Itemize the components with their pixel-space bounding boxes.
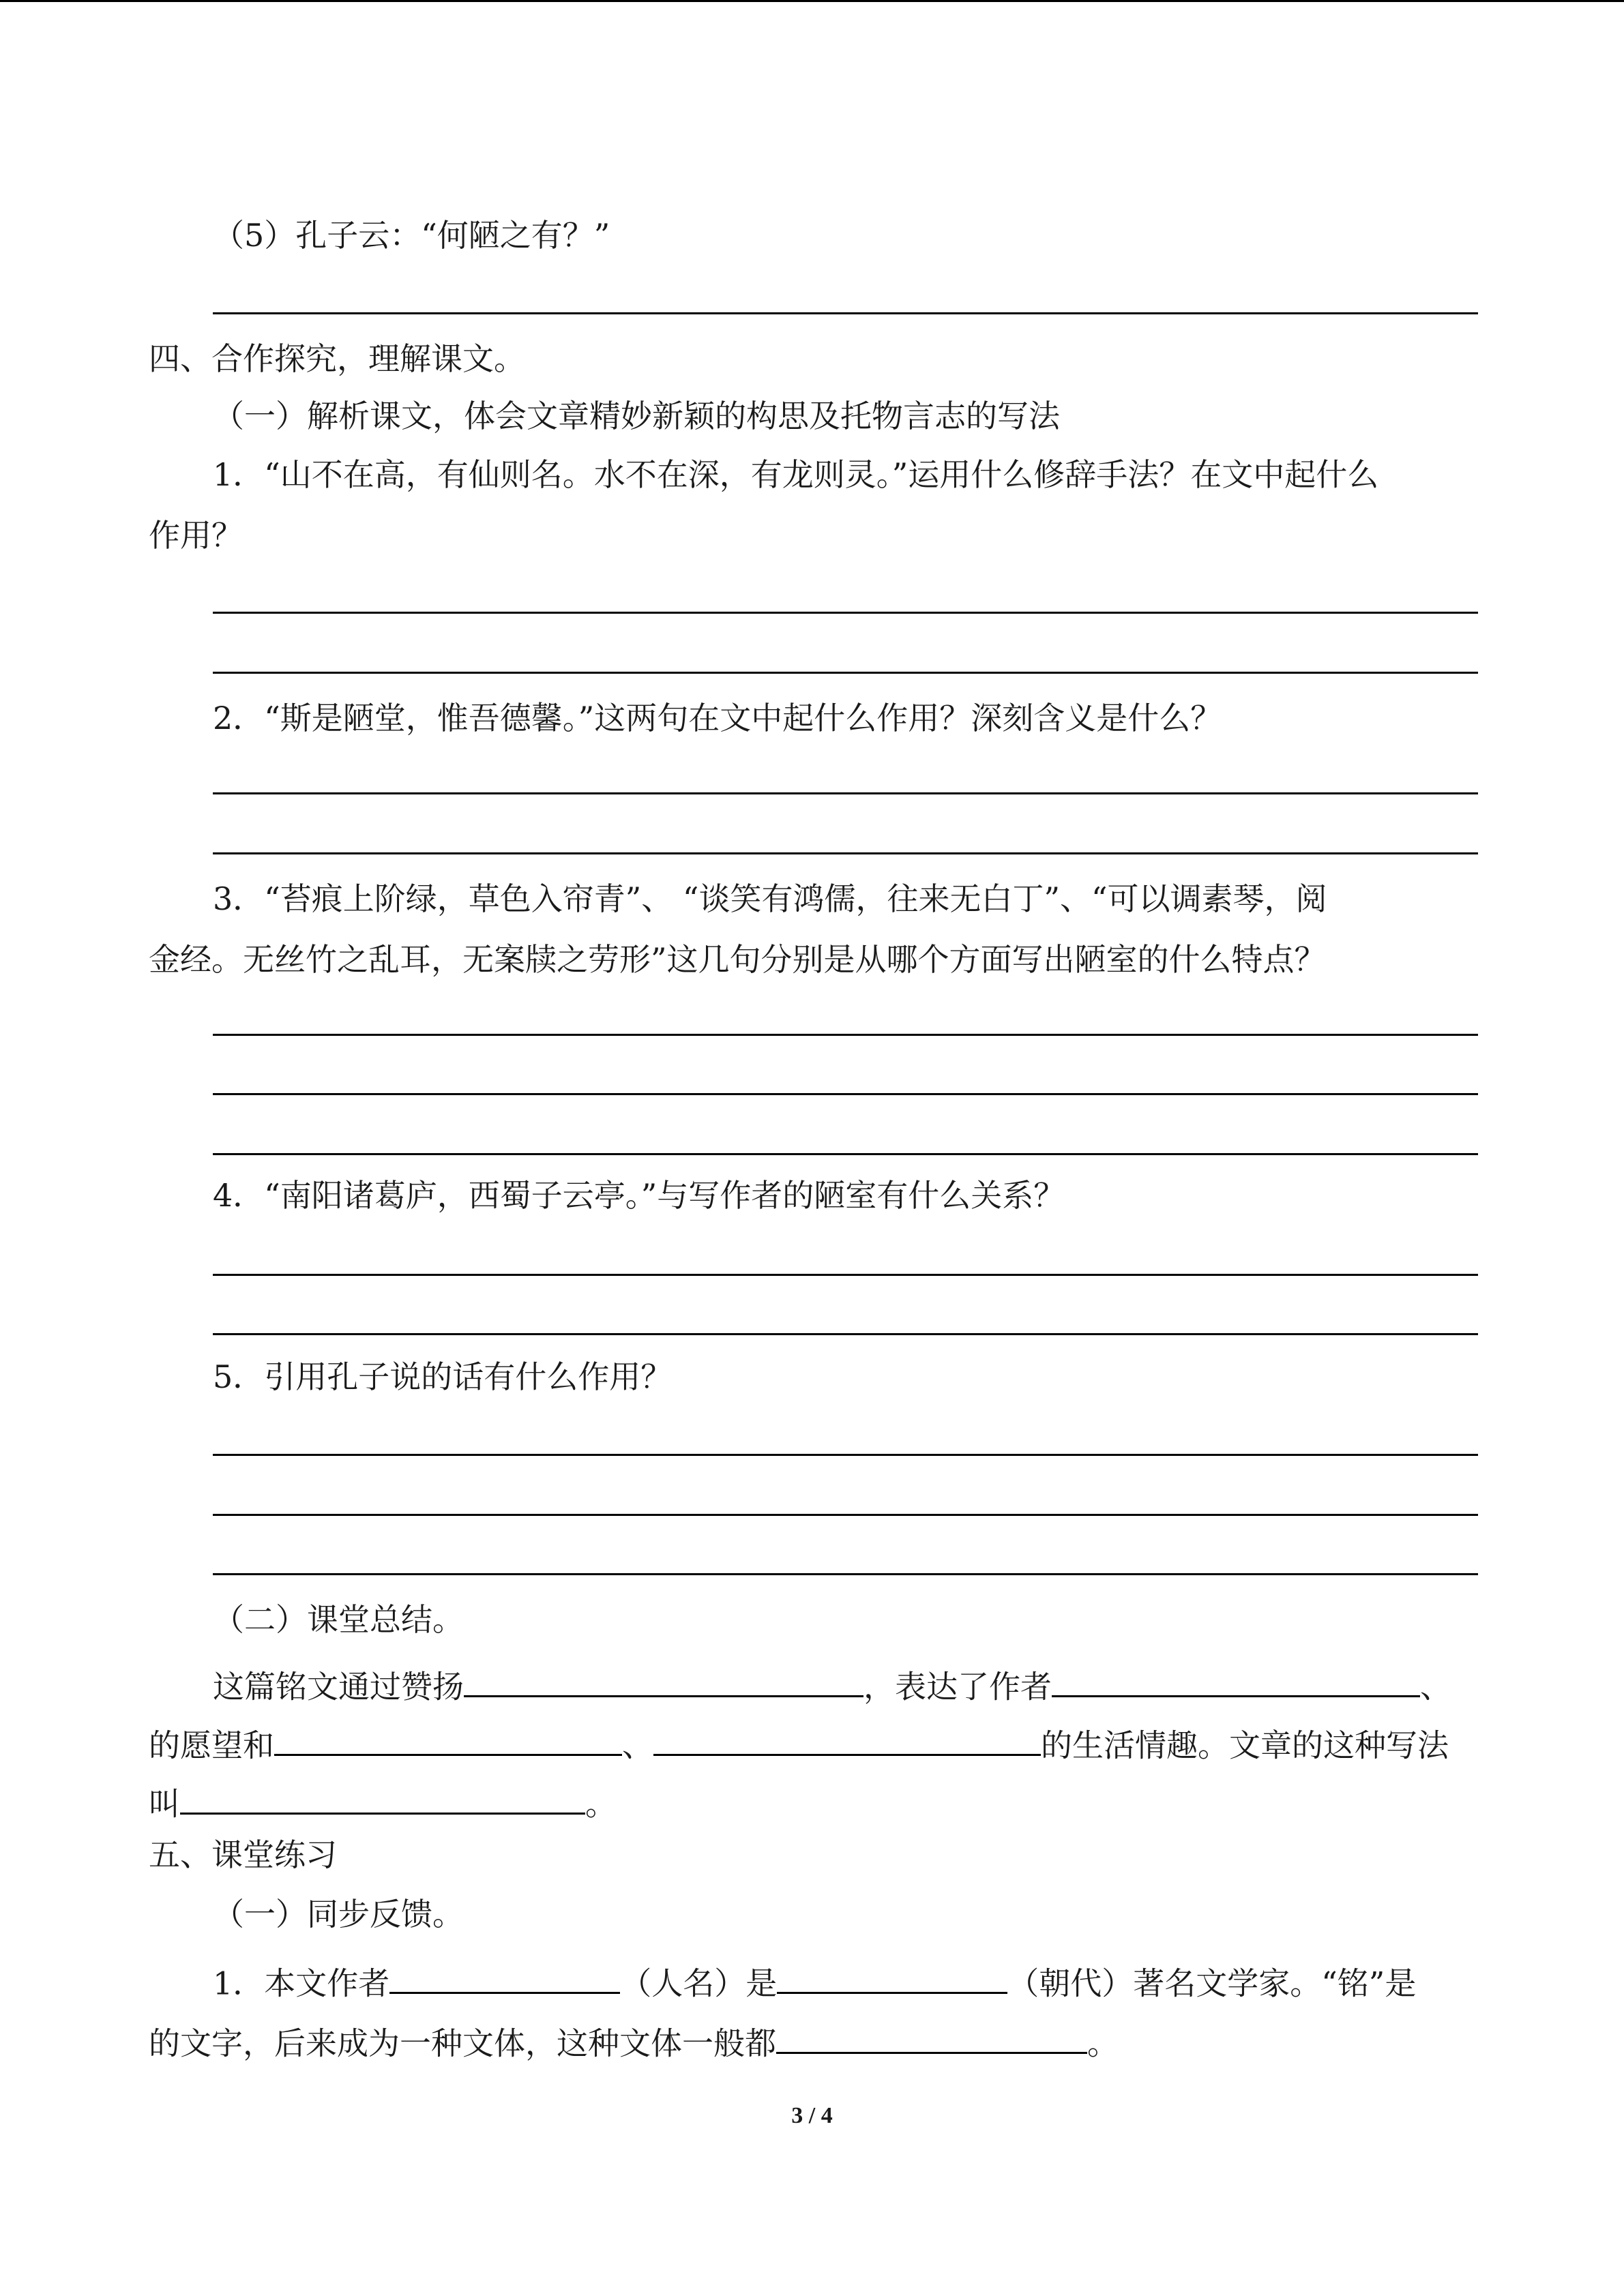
q1-line-1: 1．“山不在高，有仙则名。水不在深，有龙则灵。”运用什么修辞手法？在文中起什么 bbox=[213, 456, 1379, 493]
answer-line[interactable] bbox=[213, 672, 1478, 674]
q5-text: 5．引用孔子说的话有什么作用？ bbox=[213, 1358, 673, 1395]
fill-blank[interactable] bbox=[274, 1721, 622, 1756]
exercise-text: 。 bbox=[1087, 2025, 1119, 2062]
answer-line[interactable] bbox=[213, 852, 1478, 854]
page-number: 3 / 4 bbox=[791, 2103, 833, 2128]
q3-line-1: 3．“苔痕上阶绿，草色入帘青”、 “谈笑有鸿儒，往来无白丁”、“可以调素琴，阅 bbox=[213, 880, 1327, 917]
answer-line[interactable] bbox=[213, 1573, 1478, 1575]
summary-text: 这篇铭文通过赞扬 bbox=[213, 1668, 464, 1705]
summary-line-1 bbox=[213, 1663, 1451, 1705]
section-4-part-2-title: （二）课堂总结。 bbox=[213, 1601, 464, 1638]
answer-line[interactable] bbox=[213, 1153, 1478, 1155]
summary-text: ，表达了作者 bbox=[863, 1668, 1052, 1705]
answer-line[interactable] bbox=[213, 312, 1478, 314]
q1-line-2: 作用？ bbox=[149, 517, 243, 554]
summary-text: 。 bbox=[585, 1785, 617, 1823]
summary-text: 的愿望和 bbox=[149, 1727, 274, 1764]
summary-text: 的生活情趣。文章的这种写法 bbox=[1041, 1727, 1449, 1764]
fill-blank[interactable] bbox=[180, 1780, 585, 1815]
section-4-part-1-title: （一）解析课文，体会文章精妙新颖的构思及托物言志的写法 bbox=[213, 398, 1060, 434]
fill-blank[interactable] bbox=[653, 1721, 1041, 1756]
exercise-text: 1．本文作者 bbox=[213, 1965, 390, 2002]
summary-line-2 bbox=[149, 1721, 1449, 1764]
question-5-text: （5）孔子云：“何陋之有？” bbox=[213, 217, 610, 254]
exercise-1-line-2 bbox=[149, 2019, 1119, 2062]
answer-line[interactable] bbox=[213, 1333, 1478, 1335]
exercise-text: 的文字，后来成为一种文体，这种文体一般都 bbox=[149, 2025, 776, 2062]
exercise-text: （人名）是 bbox=[620, 1965, 778, 2002]
section-5-title: 五、课堂练习 bbox=[149, 1836, 337, 1873]
summary-text: 叫 bbox=[149, 1785, 180, 1823]
exercise-text: （朝代）著名文学家。“铭”是 bbox=[1007, 1965, 1417, 2002]
answer-line[interactable] bbox=[213, 612, 1478, 614]
summary-text: 、 bbox=[1420, 1668, 1451, 1705]
section-5-part-1-title: （一）同步反馈。 bbox=[213, 1896, 464, 1933]
q3-line-2: 金经。无丝竹之乱耳，无案牍之劳形”这几句分别是从哪个方面写出陋室的什么特点？ bbox=[149, 941, 1326, 978]
exercise-1-line-1 bbox=[213, 1959, 1417, 2002]
summary-text: 、 bbox=[622, 1727, 653, 1764]
section-4-title: 四、合作探究，理解课文。 bbox=[149, 340, 525, 377]
answer-line[interactable] bbox=[213, 792, 1478, 794]
answer-line[interactable] bbox=[213, 1034, 1478, 1036]
top-border bbox=[0, 0, 1624, 2]
fill-blank[interactable] bbox=[776, 2019, 1087, 2054]
q4-text: 4．“南阳诸葛庐，西蜀子云亭。”与写作者的陋室有什么关系？ bbox=[213, 1177, 1065, 1214]
fill-blank[interactable] bbox=[389, 1959, 620, 1994]
answer-line[interactable] bbox=[213, 1274, 1478, 1276]
fill-blank[interactable] bbox=[777, 1959, 1007, 1994]
q2-text: 2．“斯是陋堂，惟吾德馨。”这两句在文中起什么作用？深刻含义是什么？ bbox=[213, 700, 1222, 736]
answer-line[interactable] bbox=[213, 1454, 1478, 1456]
answer-line[interactable] bbox=[213, 1514, 1478, 1516]
fill-blank[interactable] bbox=[1052, 1663, 1420, 1697]
fill-blank[interactable] bbox=[464, 1663, 863, 1697]
answer-line[interactable] bbox=[213, 1093, 1478, 1095]
summary-line-3 bbox=[149, 1780, 617, 1823]
